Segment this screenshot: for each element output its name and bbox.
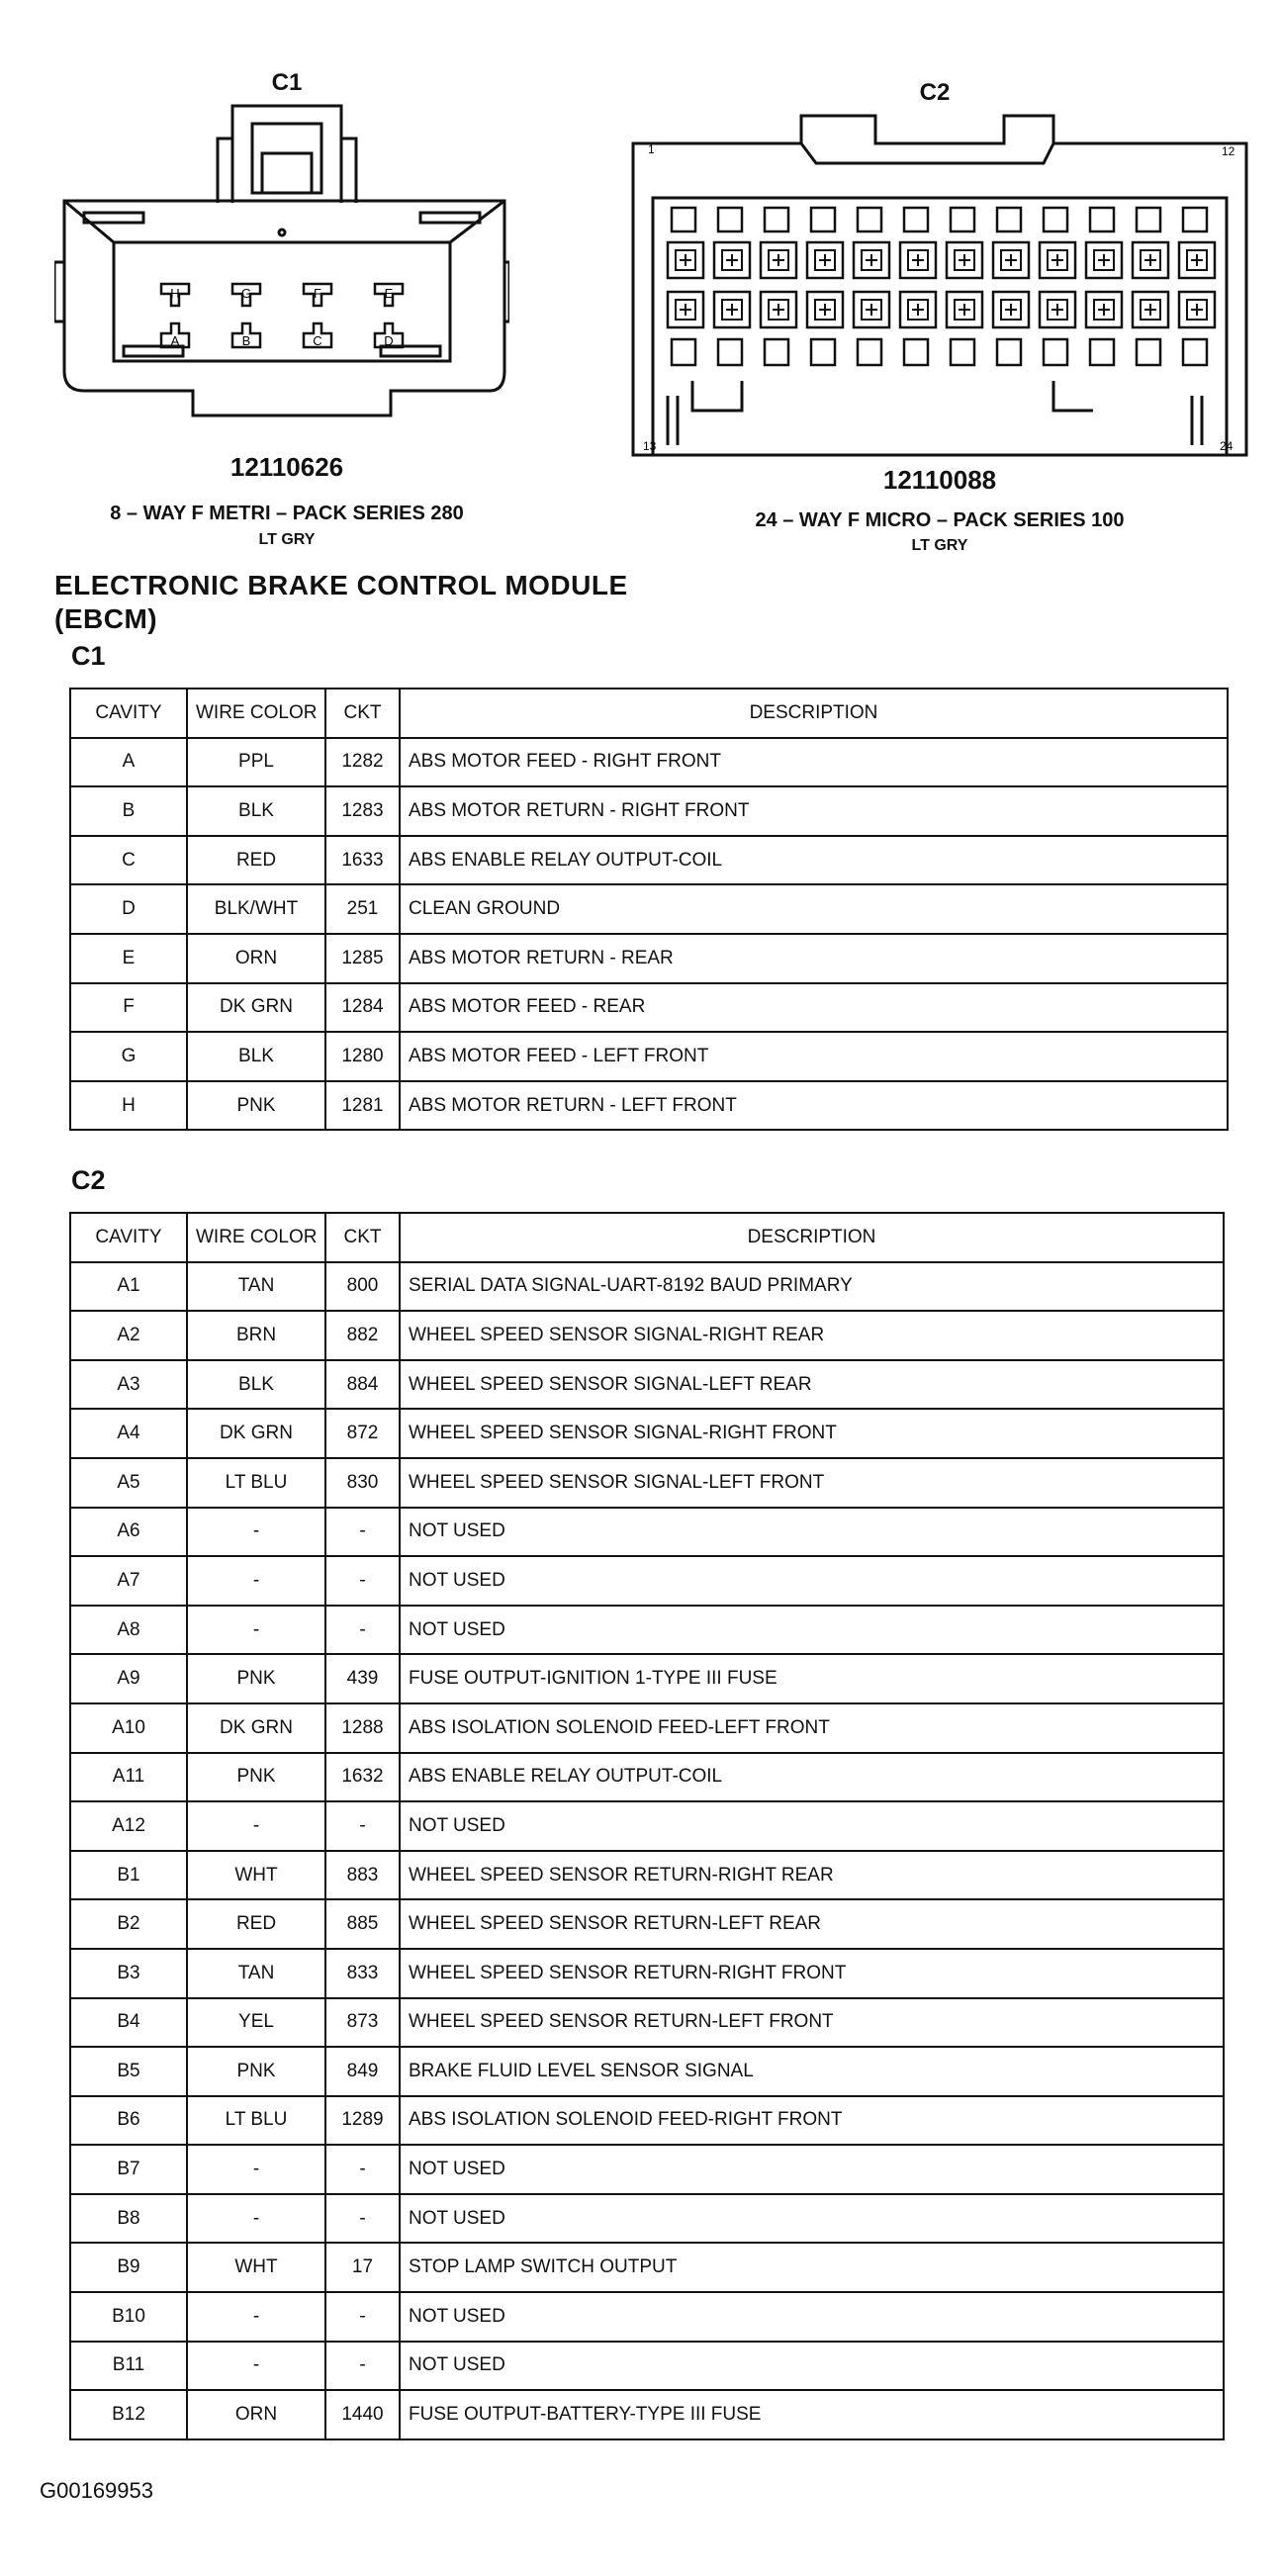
c2-bottom-slot	[997, 339, 1021, 365]
wire-color-cell: -	[187, 2194, 325, 2244]
ckt-cell: 883	[325, 1851, 400, 1900]
wire-color-cell: WHT	[187, 1851, 325, 1900]
table-row	[70, 1311, 1224, 1360]
table-row	[70, 1508, 1224, 1557]
c1-pin-b: B	[241, 333, 251, 348]
cavity-cell: A9	[70, 1654, 187, 1703]
c2-bottom-slot	[1137, 339, 1160, 365]
c2-corner-12: 12	[1222, 144, 1235, 158]
wire-color-cell: -	[187, 1801, 325, 1851]
table-row	[70, 1081, 1228, 1131]
cavity-cell: B12	[70, 2390, 187, 2439]
c1-pinout-table	[69, 688, 1229, 1131]
wire-color-cell: BLK	[187, 786, 325, 836]
wire-color-cell: YEL	[187, 1998, 325, 2048]
ckt-cell: 849	[325, 2047, 400, 2096]
description-cell: WHEEL SPEED SENSOR SIGNAL-LEFT FRONT	[400, 1458, 1224, 1508]
c2-top-slot	[811, 208, 835, 231]
ckt-cell: -	[325, 1606, 400, 1655]
cavity-cell: C	[70, 836, 187, 885]
cavity-cell: G	[70, 1032, 187, 1081]
table-row	[70, 836, 1228, 885]
cavity-cell: B5	[70, 2047, 187, 2096]
c1-table-label: C1	[71, 641, 106, 671]
table-row	[70, 1654, 1224, 1703]
c2-top-slot	[997, 208, 1021, 231]
ckt-cell: 884	[325, 1360, 400, 1410]
c2-bottom-slot	[718, 339, 742, 365]
table-row	[70, 2342, 1224, 2391]
c2-housing-color: LT GRY	[911, 537, 968, 554]
cavity-cell: B8	[70, 2194, 187, 2244]
table-row	[70, 934, 1228, 983]
cavity-cell: H	[70, 1081, 187, 1131]
c2-series: 24 – WAY F MICRO – PACK SERIES 100	[755, 509, 1125, 531]
c2-terminal-mark	[773, 304, 784, 316]
wire-color-cell: BLK	[187, 1032, 325, 1081]
description-cell: ABS ENABLE RELAY OUTPUT-COIL	[400, 1753, 1224, 1802]
description-cell: SERIAL DATA SIGNAL-UART-8192 BAUD PRIMARY	[400, 1262, 1224, 1312]
wire-color-cell: WHT	[187, 2243, 325, 2292]
description-cell: ABS ISOLATION SOLENOID FEED-LEFT FRONT	[400, 1703, 1224, 1753]
c1-table-header	[70, 689, 1228, 738]
c2-corner-1: 1	[648, 142, 655, 156]
cavity-cell: B1	[70, 1851, 187, 1900]
cavity-cell: A5	[70, 1458, 187, 1508]
wire-color-cell: TAN	[187, 1949, 325, 1998]
ckt-cell: 873	[325, 1998, 400, 2048]
column-header-description: DESCRIPTION	[400, 1213, 1224, 1262]
ckt-cell: -	[325, 1556, 400, 1606]
description-cell: BRAKE FLUID LEVEL SENSOR SIGNAL	[400, 2047, 1224, 2096]
c2-top-slot	[765, 208, 788, 231]
table-row	[70, 1801, 1224, 1851]
description-cell: WHEEL SPEED SENSOR SIGNAL-RIGHT FRONT	[400, 1409, 1224, 1458]
table-row	[70, 1753, 1224, 1802]
wire-color-cell: PNK	[187, 1081, 325, 1131]
c2-terminal-mark	[1005, 304, 1017, 316]
c2-top-slot	[672, 208, 695, 231]
ckt-cell: 882	[325, 1311, 400, 1360]
c2-terminal-mark	[726, 304, 738, 316]
c2-cavity-grid	[668, 208, 1215, 365]
column-header-wire-color: WIRE COLOR	[187, 1213, 325, 1262]
cavity-cell: A3	[70, 1360, 187, 1410]
c1-top-pin-row	[161, 284, 403, 306]
c2-top-slot	[1044, 208, 1067, 231]
c2-terminal-mark	[1051, 254, 1063, 266]
table-row	[70, 1949, 1224, 1998]
c2-top-slot	[718, 208, 742, 231]
cavity-cell: A2	[70, 1311, 187, 1360]
ckt-cell: 1285	[325, 934, 400, 983]
ckt-cell: -	[325, 1801, 400, 1851]
c2-bottom-slot	[904, 339, 928, 365]
c2-table-body	[70, 1262, 1224, 2439]
c2-terminal-mark	[959, 254, 970, 266]
description-cell: WHEEL SPEED SENSOR RETURN-LEFT FRONT	[400, 1998, 1224, 2048]
table-row	[70, 2096, 1224, 2146]
description-cell: STOP LAMP SWITCH OUTPUT	[400, 2243, 1224, 2292]
description-cell: ABS MOTOR RETURN - REAR	[400, 934, 1228, 983]
ckt-cell: 1284	[325, 983, 400, 1033]
table-row	[70, 1703, 1224, 1753]
wire-color-cell: PNK	[187, 2047, 325, 2096]
cavity-cell: D	[70, 884, 187, 934]
description-cell: NOT USED	[400, 2194, 1224, 2244]
ckt-cell: 1281	[325, 1081, 400, 1131]
cavity-cell: B6	[70, 2096, 187, 2146]
table-row	[70, 1458, 1224, 1508]
description-cell: FUSE OUTPUT-IGNITION 1-TYPE III FUSE	[400, 1654, 1224, 1703]
c1-pin-a: A	[170, 333, 180, 348]
ckt-cell: -	[325, 1508, 400, 1557]
c1-connector-diagram	[54, 94, 509, 445]
cavity-cell: B9	[70, 2243, 187, 2292]
table-row	[70, 1032, 1228, 1081]
ckt-cell: 1632	[325, 1753, 400, 1802]
c2-connector-label: C2	[919, 79, 951, 106]
c2-top-slot	[951, 208, 974, 231]
wire-color-cell: RED	[187, 836, 325, 885]
c1-housing-color: LT GRY	[258, 531, 316, 548]
table-row	[70, 2145, 1224, 2194]
column-header-wire-color: WIRE COLOR	[187, 689, 325, 738]
c2-connector-diagram	[628, 104, 1251, 460]
wire-color-cell: -	[187, 1508, 325, 1557]
table-row	[70, 2194, 1224, 2244]
cavity-cell: A8	[70, 1606, 187, 1655]
column-header-description: DESCRIPTION	[400, 689, 1228, 738]
ckt-cell: 833	[325, 1949, 400, 1998]
description-cell: WHEEL SPEED SENSOR SIGNAL-RIGHT REAR	[400, 1311, 1224, 1360]
wire-color-cell: RED	[187, 1899, 325, 1949]
column-header-ckt: CKT	[325, 1213, 400, 1262]
c2-bottom-slot	[951, 339, 974, 365]
wire-color-cell: DK GRN	[187, 1703, 325, 1753]
table-row	[70, 1899, 1224, 1949]
c2-terminal-mark	[866, 254, 877, 266]
c1-pin-c: C	[313, 333, 322, 348]
wire-color-cell: -	[187, 2145, 325, 2194]
c2-table-label: C2	[71, 1165, 106, 1195]
description-cell: NOT USED	[400, 1556, 1224, 1606]
c2-corner-24: 24	[1220, 439, 1234, 453]
table-row	[70, 1606, 1224, 1655]
cavity-cell: E	[70, 934, 187, 983]
c2-top-slot	[1137, 208, 1160, 231]
c2-terminal-mark	[1144, 304, 1156, 316]
column-header-ckt: CKT	[325, 689, 400, 738]
cavity-cell: A	[70, 738, 187, 787]
c2-terminal-mark	[912, 304, 924, 316]
ckt-cell: -	[325, 2194, 400, 2244]
c2-terminal-mark	[912, 254, 924, 266]
cavity-cell: B2	[70, 1899, 187, 1949]
c2-terminal-mark	[726, 254, 738, 266]
wire-color-cell: BRN	[187, 1311, 325, 1360]
c2-bottom-slot	[858, 339, 881, 365]
c2-terminal-mark	[680, 304, 691, 316]
c2-terminal-mark	[680, 254, 691, 266]
ckt-cell: 1282	[325, 738, 400, 787]
cavity-cell: B3	[70, 1949, 187, 1998]
cavity-cell: B7	[70, 2145, 187, 2194]
wire-color-cell: PNK	[187, 1753, 325, 1802]
description-cell: NOT USED	[400, 1606, 1224, 1655]
ckt-cell: 439	[325, 1654, 400, 1703]
description-cell: NOT USED	[400, 2145, 1224, 2194]
table-row	[70, 2243, 1224, 2292]
ckt-cell: -	[325, 2145, 400, 2194]
column-header-cavity: CAVITY	[70, 1213, 187, 1262]
description-cell: NOT USED	[400, 2292, 1224, 2342]
description-cell: NOT USED	[400, 1508, 1224, 1557]
c1-pin-g: G	[240, 286, 252, 301]
ckt-cell: 1283	[325, 786, 400, 836]
ckt-cell: 800	[325, 1262, 400, 1312]
c1-table-body	[70, 738, 1228, 1131]
description-cell: ABS MOTOR RETURN - LEFT FRONT	[400, 1081, 1228, 1131]
description-cell: NOT USED	[400, 1801, 1224, 1851]
description-cell: WHEEL SPEED SENSOR RETURN-LEFT REAR	[400, 1899, 1224, 1949]
c2-bottom-slot	[672, 339, 695, 365]
c1-pin-h: H	[170, 286, 180, 301]
wire-color-cell: DK GRN	[187, 1409, 325, 1458]
module-title-line2: (EBCM)	[54, 603, 158, 634]
description-cell: WHEEL SPEED SENSOR RETURN-RIGHT FRONT	[400, 1949, 1224, 1998]
cavity-cell: B10	[70, 2292, 187, 2342]
wire-color-cell: LT BLU	[187, 1458, 325, 1508]
c2-corner-13: 13	[643, 439, 657, 453]
ckt-cell: 1288	[325, 1703, 400, 1753]
c2-terminal-mark	[1098, 304, 1110, 316]
c1-pin-d: D	[384, 333, 394, 348]
c1-part-number: 12110626	[229, 452, 344, 482]
table-row	[70, 2292, 1224, 2342]
cavity-cell: B	[70, 786, 187, 836]
module-title-line1: ELECTRONIC BRAKE CONTROL MODULE	[54, 570, 628, 600]
cavity-cell: A10	[70, 1703, 187, 1753]
cavity-cell: A7	[70, 1556, 187, 1606]
ckt-cell: 1280	[325, 1032, 400, 1081]
c2-terminal-mark	[1191, 254, 1203, 266]
c1-connector-label: C1	[271, 69, 303, 96]
cavity-cell: A12	[70, 1801, 187, 1851]
wire-color-cell: PPL	[187, 738, 325, 787]
cavity-cell: A4	[70, 1409, 187, 1458]
wire-color-cell: -	[187, 1606, 325, 1655]
cavity-cell: A1	[70, 1262, 187, 1312]
table-row	[70, 1262, 1224, 1312]
c2-part-number: 12110088	[882, 465, 997, 495]
table-row	[70, 1851, 1224, 1900]
c2-bottom-slot	[765, 339, 788, 365]
table-row	[70, 738, 1228, 787]
description-cell: ABS MOTOR RETURN - RIGHT FRONT	[400, 786, 1228, 836]
c2-top-slot	[858, 208, 881, 231]
wire-color-cell: ORN	[187, 2390, 325, 2439]
table-row	[70, 786, 1228, 836]
description-cell: ABS ENABLE RELAY OUTPUT-COIL	[400, 836, 1228, 885]
c2-bottom-slot	[1183, 339, 1207, 365]
ckt-cell: 872	[325, 1409, 400, 1458]
table-row	[70, 884, 1228, 934]
wire-color-cell: TAN	[187, 1262, 325, 1312]
description-cell: ABS MOTOR FEED - RIGHT FRONT	[400, 738, 1228, 787]
c1-pin-f: F	[314, 286, 321, 301]
c2-pinout-table	[69, 1212, 1225, 2440]
c2-terminal-mark	[1191, 304, 1203, 316]
c1-series: 8 – WAY F METRI – PACK SERIES 280	[110, 503, 464, 524]
table-row	[70, 2047, 1224, 2096]
description-cell: WHEEL SPEED SENSOR SIGNAL-LEFT REAR	[400, 1360, 1224, 1410]
wire-color-cell: DK GRN	[187, 983, 325, 1033]
column-header-cavity: CAVITY	[70, 689, 187, 738]
c2-bottom-slot	[811, 339, 835, 365]
c1-pin-e: E	[384, 286, 394, 301]
module-title	[54, 569, 628, 636]
c1-bottom-pin-row	[161, 323, 403, 348]
ckt-cell: 251	[325, 884, 400, 934]
c2-terminal-mark	[773, 254, 784, 266]
c2-top-slot	[1090, 208, 1114, 231]
ckt-cell: -	[325, 2342, 400, 2391]
table-row	[70, 1998, 1224, 2048]
description-cell: ABS MOTOR FEED - LEFT FRONT	[400, 1032, 1228, 1081]
table-row	[70, 1409, 1224, 1458]
description-cell: NOT USED	[400, 2342, 1224, 2391]
ckt-cell: 830	[325, 1458, 400, 1508]
cavity-cell: B4	[70, 1998, 187, 2048]
wire-color-cell: PNK	[187, 1654, 325, 1703]
ckt-cell: -	[325, 2292, 400, 2342]
ckt-cell: 1633	[325, 836, 400, 885]
cavity-cell: A11	[70, 1753, 187, 1802]
wire-color-cell: LT BLU	[187, 2096, 325, 2146]
description-cell: ABS MOTOR FEED - REAR	[400, 983, 1228, 1033]
description-cell: CLEAN GROUND	[400, 884, 1228, 934]
c2-terminal-mark	[1005, 254, 1017, 266]
c2-bottom-slot	[1090, 339, 1114, 365]
wire-color-cell: ORN	[187, 934, 325, 983]
cavity-cell: A6	[70, 1508, 187, 1557]
description-cell: WHEEL SPEED SENSOR RETURN-RIGHT REAR	[400, 1851, 1224, 1900]
ckt-cell: 885	[325, 1899, 400, 1949]
c2-terminal-mark	[959, 304, 970, 316]
c2-bottom-slot	[1044, 339, 1067, 365]
cavity-cell: F	[70, 983, 187, 1033]
wire-color-cell: BLK/WHT	[187, 884, 325, 934]
c2-terminal-mark	[819, 254, 831, 266]
c2-terminal-mark	[1098, 254, 1110, 266]
wire-color-cell: -	[187, 1556, 325, 1606]
c2-terminal-mark	[1144, 254, 1156, 266]
table-row	[70, 1556, 1224, 1606]
c2-table-header	[70, 1213, 1224, 1262]
table-row	[70, 1360, 1224, 1410]
c2-terminal-mark	[866, 304, 877, 316]
c2-terminal-mark	[1051, 304, 1063, 316]
ckt-cell: 17	[325, 2243, 400, 2292]
description-cell: FUSE OUTPUT-BATTERY-TYPE III FUSE	[400, 2390, 1224, 2439]
c2-top-slot	[1183, 208, 1207, 231]
wire-color-cell: -	[187, 2342, 325, 2391]
table-row	[70, 983, 1228, 1033]
wire-color-cell: -	[187, 2292, 325, 2342]
ckt-cell: 1440	[325, 2390, 400, 2439]
figure-id: G00169953	[40, 2478, 153, 2503]
c2-top-slot	[904, 208, 928, 231]
cavity-cell: B11	[70, 2342, 187, 2391]
c2-terminal-mark	[819, 304, 831, 316]
description-cell: ABS ISOLATION SOLENOID FEED-RIGHT FRONT	[400, 2096, 1224, 2146]
table-row	[70, 2390, 1224, 2439]
ckt-cell: 1289	[325, 2096, 400, 2146]
wire-color-cell: BLK	[187, 1360, 325, 1410]
